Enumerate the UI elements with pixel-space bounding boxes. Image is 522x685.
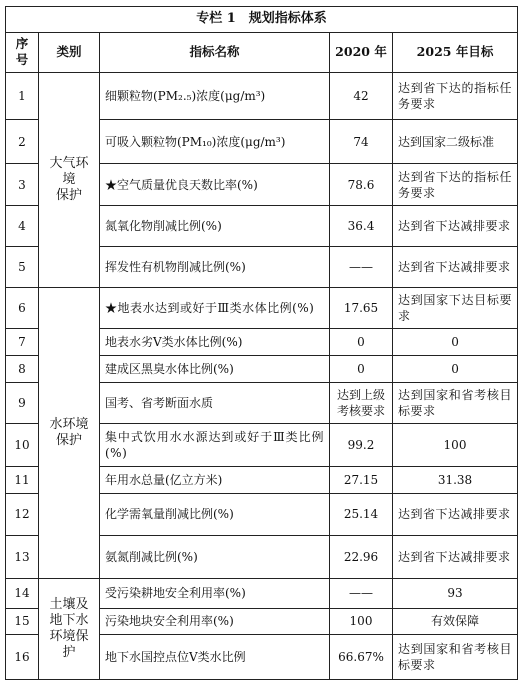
row-indicator: 氨氮削减比例(%) (100, 535, 330, 578)
category-water (39, 287, 100, 578)
row-2020-value: 0 (330, 328, 393, 355)
row-2025-target: 达到省下达减排要求 (393, 206, 518, 247)
row-2020-value: 达到上级考核要求 (330, 382, 393, 423)
row-2025-target: 31.38 (393, 466, 518, 493)
row-no: 4 (6, 206, 39, 247)
row-indicator: 细颗粒物(PM₂.₅)浓度(μg/m³) (100, 72, 330, 119)
indicator-table (5, 6, 518, 680)
row-indicator: 受污染耕地安全利用率(%) (100, 578, 330, 608)
row-no: 14 (6, 578, 39, 608)
row-no: 15 (6, 608, 39, 634)
row-2020-value: —— (330, 578, 393, 608)
category-air (39, 72, 100, 287)
category-water-line: 水环境 (49, 416, 89, 432)
row-indicator: 化学需氧量削减比例(%) (100, 493, 330, 535)
row-2025-target: 达到国家二级标准 (393, 120, 518, 164)
row-2025-target: 0 (393, 355, 518, 382)
row-2025-target: 0 (393, 328, 518, 355)
row-no: 12 (6, 493, 39, 535)
row-2025-target: 达到省下达的指标任务要求 (393, 164, 518, 206)
row-no: 9 (6, 382, 39, 423)
row-no: 6 (6, 287, 39, 328)
row-no: 3 (6, 164, 39, 206)
table-row (6, 72, 518, 119)
row-2025-target: 达到省下达减排要求 (393, 247, 518, 288)
row-2020-value: 100 (330, 608, 393, 634)
row-indicator: 地表水劣Ⅴ类水体比例(%) (100, 328, 330, 355)
row-2025-target: 达到国家和省考核目标要求 (393, 382, 518, 423)
row-2020-value: 74 (330, 120, 393, 164)
row-no: 11 (6, 466, 39, 493)
row-2020-value: 66.67% (330, 634, 393, 679)
row-indicator: 污染地块安全利用率(%) (100, 608, 330, 634)
row-2025-target: 达到国家和省考核目标要求 (393, 634, 518, 679)
header-row (6, 32, 518, 72)
row-no: 2 (6, 120, 39, 164)
row-2020-value: —— (330, 247, 393, 288)
row-2020-value: 17.65 (330, 287, 393, 328)
row-2020-value: 22.96 (330, 535, 393, 578)
category-air-line: 大气环境 (49, 155, 89, 187)
row-2025-target: 达到省下达减排要求 (393, 535, 518, 578)
row-indicator: 国考、省考断面水质 (100, 382, 330, 423)
row-indicator: 氮氧化物削减比例(%) (100, 206, 330, 247)
table-caption: 专栏 1 规划指标体系 (6, 7, 518, 33)
row-2025-target: 达到省下达减排要求 (393, 493, 518, 535)
row-indicator: 集中式饮用水水源达到或好于Ⅲ类比例(%) (100, 423, 330, 466)
row-no: 1 (6, 72, 39, 119)
row-2020-value: 0 (330, 355, 393, 382)
category-soil-line: 土壤及 (49, 596, 89, 612)
category-water-line: 保护 (55, 432, 82, 448)
table-row (6, 578, 518, 608)
row-2020-value: 27.15 (330, 466, 393, 493)
row-2020-value: 78.6 (330, 164, 393, 206)
header-2020: 2020 年 (330, 32, 393, 72)
category-air-line: 保护 (55, 187, 82, 203)
row-indicator: 地下水国控点位Ⅴ类水比例 (100, 634, 330, 679)
row-indicator: 年用水总量(亿立方米) (100, 466, 330, 493)
category-soil-line: 环境保护 (49, 628, 89, 660)
row-2025-target: 有效保障 (393, 608, 518, 634)
row-no: 5 (6, 247, 39, 288)
row-no: 16 (6, 634, 39, 679)
row-2020-value: 25.14 (330, 493, 393, 535)
table-row (6, 287, 518, 328)
row-2025-target: 达到国家下达目标要求 (393, 287, 518, 328)
row-2020-value: 42 (330, 72, 393, 119)
row-2020-value: 99.2 (330, 423, 393, 466)
row-2025-target: 93 (393, 578, 518, 608)
row-no: 10 (6, 423, 39, 466)
category-soil-line: 地下水 (49, 612, 89, 628)
row-no: 8 (6, 355, 39, 382)
header-no: 序号 (6, 32, 39, 72)
row-indicator: 建成区黑臭水体比例(%) (100, 355, 330, 382)
row-no: 7 (6, 328, 39, 355)
row-indicator: 可吸入颗粒物(PM₁₀)浓度(μg/m³) (100, 120, 330, 164)
category-soil (39, 578, 100, 679)
header-2025-target: 2025 年目标 (393, 32, 518, 72)
header-indicator: 指标名称 (100, 32, 330, 72)
row-2020-value: 36.4 (330, 206, 393, 247)
row-no: 13 (6, 535, 39, 578)
row-2025-target: 100 (393, 423, 518, 466)
row-2025-target: 达到省下达的指标任务要求 (393, 72, 518, 119)
row-indicator: ★空气质量优良天数比率(%) (100, 164, 330, 206)
caption-row (6, 7, 518, 33)
row-indicator: ★地表水达到或好于Ⅲ类水体比例(%) (100, 287, 330, 328)
header-category: 类别 (39, 32, 100, 72)
row-indicator: 挥发性有机物削减比例(%) (100, 247, 330, 288)
